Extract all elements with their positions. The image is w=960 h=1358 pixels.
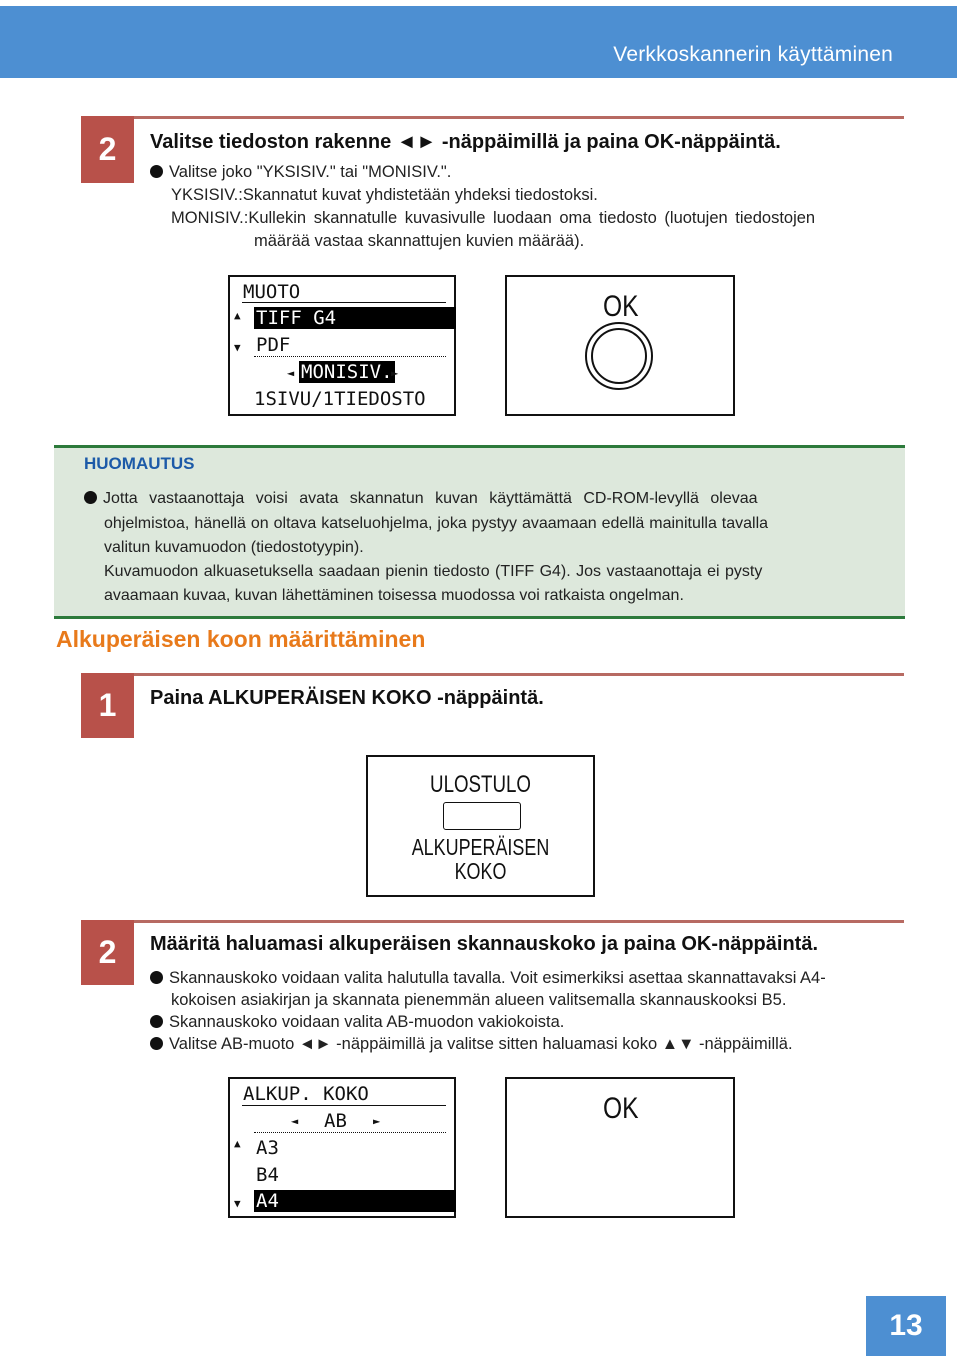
ok-button-panel (505, 275, 735, 416)
lcd-selector-value: MONISIV. (301, 361, 393, 383)
scroll-down-icon: ▼ (234, 1197, 241, 1210)
note-heading: HUOMAUTUS (84, 454, 195, 473)
step-bullet: Skannauskoko voidaan valita halutulla tavalla. Voit esimerkiksi asettaa skannattavaksi A4- (150, 967, 905, 990)
note-line-2: ohjelmistoa, hänellä on oltava katseluohjelma, joka pystyy avaamaan edellä mainitulla tavalla (104, 515, 769, 532)
step-divider (81, 920, 904, 923)
right-arrow-icon: ► (373, 1114, 381, 1128)
bullet-icon (150, 1015, 163, 1028)
lcd-item-tiff: TIFF G4 (254, 307, 456, 329)
step-bullet: Skannauskoko voidaan valita AB-muodon vakiokoista. (150, 1011, 564, 1034)
ok-button[interactable] (585, 322, 653, 390)
definition-monisiv-cont: määrää vastaa skannattujen kuvien määrää). (254, 232, 585, 250)
note-line-4: Kuvamuodon alkuasetuksella saadaan pienin tiedosto (TIFF G4). Jos vastaanottaja ei pysty (104, 563, 763, 580)
header-title: Verkkoskannerin käyttäminen (613, 43, 893, 66)
step-number: 2 (81, 116, 134, 183)
lcd-title-rule (242, 302, 446, 303)
step-divider (81, 116, 904, 119)
ok-button-inner-ring (591, 328, 647, 384)
ok-button-panel (505, 1077, 735, 1218)
lcd-selector-value: AB (324, 1110, 347, 1132)
original-size-key[interactable] (443, 802, 521, 830)
ok-label: OK (603, 1092, 639, 1125)
step-bullet-cont: kokoisen asiakirjan ja skannata pienemmän alueen valitsemalla skannauskooksi B5. (171, 991, 787, 1009)
original-size-label: ALKUPERÄISEN (411, 834, 550, 860)
note-line-1: Jotta vastaanottaja voisi avata skannatun kuvan käyttämättä CD-ROM-levyllä olevaa (84, 487, 876, 510)
original-size-label-2: KOKO (454, 858, 507, 884)
scroll-down-icon: ▼ (234, 341, 241, 354)
lcd-dotted-rule (254, 1132, 446, 1133)
lcd-item-a3: A3 (256, 1137, 279, 1159)
bullet-icon (84, 491, 97, 504)
lcd-display-size (228, 1077, 456, 1218)
bullet-icon (150, 1037, 163, 1050)
lcd-title: ALKUP. KOKO (243, 1083, 369, 1105)
page-header (0, 6, 957, 78)
lcd-title-rule (242, 1105, 446, 1106)
bullet-icon (150, 165, 163, 178)
step-number: 1 (81, 673, 134, 738)
definition-monisiv: MONISIV.:Kullekin skannatulle kuvasivulle luodaan oma tiedosto (luotujen tiedostojen (171, 209, 816, 227)
lcd-footer: 1SIVU/1TIEDOSTO (254, 388, 426, 410)
lcd-item-b4: B4 (256, 1164, 279, 1186)
left-arrow-icon: ◄ (291, 1114, 299, 1128)
step-bullet: Valitse AB-muoto ◄► -näppäimillä ja valitse sitten haluamasi koko ▲▼ -näppäimillä. (150, 1033, 793, 1056)
step-divider (81, 673, 904, 676)
lcd-title: MUOTO (243, 281, 301, 303)
scroll-up-icon: ▲ (234, 309, 241, 322)
output-label: ULOSTULO (430, 771, 531, 798)
step-title: Paina ALKUPERÄISEN KOKO -näppäintä. (150, 687, 544, 709)
lcd-item-a4: A4 (254, 1190, 456, 1212)
definition-yksisiv: YKSISIV.:Skannatut kuvat yhdistetään yhdeksi tiedostoksi. (171, 186, 598, 204)
page-number: 13 (866, 1296, 946, 1356)
note-line-5: avaamaan kuvaa, kuvan lähettäminen toisessa muodossa voi ratkaista ongelman. (104, 587, 684, 604)
right-arrow-icon: ► (391, 366, 399, 380)
step-title: Määritä haluamasi alkuperäisen skannauskoko ja paina OK-näppäintä. (150, 933, 819, 955)
lcd-item-pdf: PDF (256, 334, 291, 356)
section-title: Alkuperäisen koon määrittäminen (56, 626, 426, 652)
step-title: Valitse tiedoston rakenne ◄► -näppäimillä ja paina OK-näppäintä. (150, 131, 781, 153)
step-number: 2 (81, 920, 134, 985)
step-bullet: Valitse joko "YKSISIV." tai "MONISIV.". (150, 161, 451, 184)
bullet-icon (150, 971, 163, 984)
ok-label: OK (603, 290, 639, 323)
control-panel-keys (366, 755, 595, 897)
left-arrow-icon: ◄ (287, 366, 295, 380)
lcd-display-format (228, 275, 456, 416)
lcd-dotted-rule (254, 356, 446, 357)
note-line-3: valitun kuvamuodon (tiedostotyypin). (104, 539, 364, 556)
scroll-up-icon: ▲ (234, 1137, 241, 1150)
